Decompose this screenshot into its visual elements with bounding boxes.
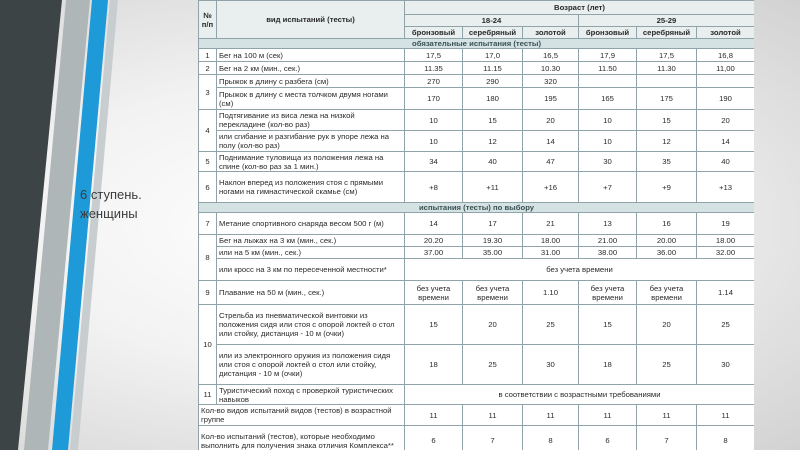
- cell: 17: [463, 213, 523, 235]
- cell: 15: [405, 305, 463, 345]
- header-num: № п/п: [199, 1, 217, 39]
- cell: 18.00: [697, 235, 755, 247]
- cell: 11,00: [697, 62, 755, 75]
- cell: 6: [405, 426, 463, 450]
- section-optional: испытания (тесты) по выбору: [199, 203, 755, 213]
- table-row: [199, 88, 755, 110]
- row-name: Наклон вперед из положения стоя с прямыми ногами на гимнастической скамье (см): [217, 172, 405, 203]
- row-name: Прыжок в длину с разбега (см): [217, 75, 405, 88]
- cell: 16,5: [523, 49, 579, 62]
- cell: 32.00: [697, 247, 755, 259]
- cell: 7: [463, 426, 523, 450]
- cell: 11.30: [637, 62, 697, 75]
- cell: +8: [405, 172, 463, 203]
- row-name: или сгибание и разгибание рук в упоре лежа на полу (кол-во раз): [217, 131, 405, 152]
- table-row: [199, 259, 755, 281]
- header-age-group: 25-29: [579, 15, 755, 27]
- cell: 35: [637, 152, 697, 172]
- row-num: 5: [199, 152, 217, 172]
- cell: 165: [579, 88, 637, 110]
- row-num: 10: [199, 305, 217, 385]
- table-row: [199, 281, 755, 305]
- table-row: [199, 426, 755, 450]
- header-level: бронзовый: [579, 27, 637, 39]
- cell: 175: [637, 88, 697, 110]
- cell: [637, 75, 697, 88]
- row-num: 6: [199, 172, 217, 203]
- header-level: серебряный: [463, 27, 523, 39]
- cell: 14: [523, 131, 579, 152]
- cell: 16: [637, 213, 697, 235]
- header-age: Возраст (лет): [405, 1, 755, 15]
- cell: без учета времени: [637, 281, 697, 305]
- table-row: [199, 75, 755, 88]
- cell: 18: [405, 345, 463, 385]
- row-name: или кросс на 3 км по пересеченной местности*: [217, 259, 405, 281]
- cell: +7: [579, 172, 637, 203]
- row-num: 2: [199, 62, 217, 75]
- cell: 8: [523, 426, 579, 450]
- row-num: 8: [199, 235, 217, 281]
- header-level: золотой: [697, 27, 755, 39]
- row-name: Бег на 100 м (сек): [217, 49, 405, 62]
- cell: 20: [637, 305, 697, 345]
- cell: [579, 75, 637, 88]
- row-name: Бег на 2 км (мин., сек.): [217, 62, 405, 75]
- table-row: [199, 172, 755, 203]
- table-row: [199, 152, 755, 172]
- cell: 10: [405, 131, 463, 152]
- cell: 30: [697, 345, 755, 385]
- cell: 11: [579, 405, 637, 426]
- cell: 25: [697, 305, 755, 345]
- cell: 25: [463, 345, 523, 385]
- cell: 15: [637, 110, 697, 131]
- row-name: Кол-во испытаний (тестов), которые необходимо выполнить для получения знака отличия Комплекса**: [199, 426, 405, 450]
- cell: 38.00: [579, 247, 637, 259]
- table-row: [199, 345, 755, 385]
- norms-table: [198, 0, 754, 450]
- cell: 16,8: [697, 49, 755, 62]
- row-num: 4: [199, 110, 217, 152]
- cell: 11: [523, 405, 579, 426]
- norms-table-container: [198, 0, 754, 450]
- cell: 34: [405, 152, 463, 172]
- cell: 40: [463, 152, 523, 172]
- row-name: или из электронного оружия из положения сидя или стоя с опорой локтей о стол или стойку, дистанция - 10 м (очки): [217, 345, 405, 385]
- cell: 20.20: [405, 235, 463, 247]
- cell: 20: [463, 305, 523, 345]
- cell: 11: [463, 405, 523, 426]
- cell: 47: [523, 152, 579, 172]
- cell: 20: [523, 110, 579, 131]
- cell: 35.00: [463, 247, 523, 259]
- cell: 195: [523, 88, 579, 110]
- section-mandatory: обязательные испытания (тесты): [199, 39, 755, 49]
- table-row: [199, 62, 755, 75]
- cell: 31.00: [523, 247, 579, 259]
- cell: 10.30: [523, 62, 579, 75]
- cell: 11.50: [579, 62, 637, 75]
- row-name: Туристический поход с проверкой туристических навыков: [217, 385, 405, 405]
- row-num: 1: [199, 49, 217, 62]
- cell: 11.35: [405, 62, 463, 75]
- row-name: Поднимание туловища из положения лежа на спине (кол-во раз за 1 мин.): [217, 152, 405, 172]
- row-num: 3: [199, 75, 217, 110]
- decorative-stripes: [0, 0, 200, 450]
- cell: 7: [637, 426, 697, 450]
- merged-cell: без учета времени: [405, 259, 755, 281]
- slide-title: 6 ступень. женщины: [80, 187, 142, 221]
- cell: 12: [463, 131, 523, 152]
- cell: 11.15: [463, 62, 523, 75]
- cell: 10: [579, 110, 637, 131]
- cell: +13: [697, 172, 755, 203]
- cell: 18: [579, 345, 637, 385]
- row-num: 9: [199, 281, 217, 305]
- cell: 10: [579, 131, 637, 152]
- cell: 13: [579, 213, 637, 235]
- row-name: Кол-во видов испытаний видов (тестов) в возрастной группе: [199, 405, 405, 426]
- cell: 21.00: [579, 235, 637, 247]
- cell: 290: [463, 75, 523, 88]
- table-row: [199, 110, 755, 131]
- row-num: 7: [199, 213, 217, 235]
- cell: 11: [637, 405, 697, 426]
- table-row: [199, 131, 755, 152]
- table-row: [199, 49, 755, 62]
- table-row: [199, 405, 755, 426]
- cell: 17,0: [463, 49, 523, 62]
- cell: 18.00: [523, 235, 579, 247]
- cell: 25: [637, 345, 697, 385]
- row-name: Стрельба из пневматической винтовки из положения сидя или стоя с опорой локтей о стол или стойку, дистанция - 10 м (очки): [217, 305, 405, 345]
- header-level: золотой: [523, 27, 579, 39]
- cell: 1.10: [523, 281, 579, 305]
- header-level: серебряный: [637, 27, 697, 39]
- row-name: Метание спортивного снаряда весом 500 г (м): [217, 213, 405, 235]
- cell: 180: [463, 88, 523, 110]
- cell: 20.00: [637, 235, 697, 247]
- merged-cell: в соответствии с возрастными требованиями: [405, 385, 755, 405]
- cell: +9: [637, 172, 697, 203]
- header-age-group: 18-24: [405, 15, 579, 27]
- cell: 36.00: [637, 247, 697, 259]
- cell: 270: [405, 75, 463, 88]
- table-row: [199, 213, 755, 235]
- cell: 17,5: [405, 49, 463, 62]
- row-name: Плавание на 50 м (мин., сек.): [217, 281, 405, 305]
- cell: 10: [405, 110, 463, 131]
- cell: 40: [697, 152, 755, 172]
- cell: 11: [697, 405, 755, 426]
- table-row: [199, 235, 755, 247]
- cell: 30: [523, 345, 579, 385]
- row-num: 11: [199, 385, 217, 405]
- header-test-type: вид испытаний (тесты): [217, 1, 405, 39]
- table-row: [199, 305, 755, 345]
- cell: 15: [463, 110, 523, 131]
- cell: 8: [697, 426, 755, 450]
- row-name: Прыжок в длину с места толчком двумя ногами (см): [217, 88, 405, 110]
- row-name: или на 5 км (мин., сек.): [217, 247, 405, 259]
- table-row: [199, 247, 755, 259]
- cell: 25: [523, 305, 579, 345]
- cell: +16: [523, 172, 579, 203]
- cell: 11: [405, 405, 463, 426]
- row-name: Бег на лыжах на 3 км (мин., сек.): [217, 235, 405, 247]
- cell: 190: [697, 88, 755, 110]
- cell: 14: [697, 131, 755, 152]
- cell: 20: [697, 110, 755, 131]
- cell: 19: [697, 213, 755, 235]
- cell: 19.30: [463, 235, 523, 247]
- cell: 37.00: [405, 247, 463, 259]
- cell: 12: [637, 131, 697, 152]
- cell: без учета времени: [579, 281, 637, 305]
- cell: 6: [579, 426, 637, 450]
- cell: 15: [579, 305, 637, 345]
- cell: 320: [523, 75, 579, 88]
- cell: 14: [405, 213, 463, 235]
- cell: 17,5: [637, 49, 697, 62]
- cell: 17,9: [579, 49, 637, 62]
- cell: 1.14: [697, 281, 755, 305]
- cell: +11: [463, 172, 523, 203]
- cell: 170: [405, 88, 463, 110]
- cell: [697, 75, 755, 88]
- row-name: Подтягивание из виса лежа на низкой перекладине (кол-во раз): [217, 110, 405, 131]
- cell: 30: [579, 152, 637, 172]
- cell: 21: [523, 213, 579, 235]
- table-row: [199, 385, 755, 405]
- cell: без учета времени: [463, 281, 523, 305]
- cell: без учета времени: [405, 281, 463, 305]
- header-level: бронзовый: [405, 27, 463, 39]
